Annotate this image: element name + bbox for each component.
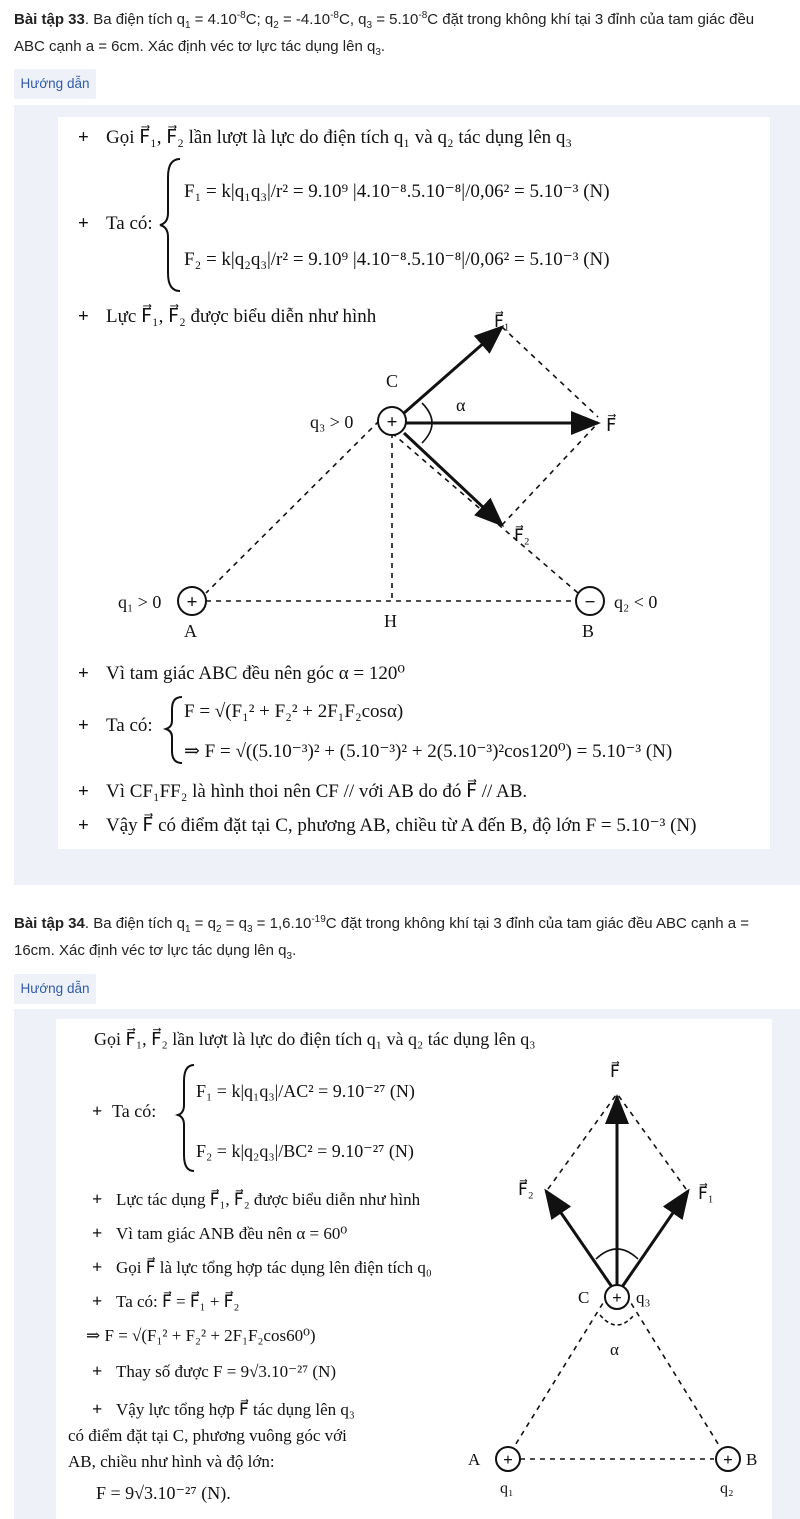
label-q2: q₂ < 0 (614, 592, 658, 612)
solution34-line-3: Lực tác dụng F⃗₁, F⃗₂ được biểu diễn như hình (116, 1190, 421, 1209)
solution34-line-4: Vì tam giác ANB đều nên α = 60⁰ (116, 1224, 348, 1243)
svg-text:+: + (92, 1361, 103, 1381)
label-alpha: α (456, 395, 466, 415)
svg-text:+: + (186, 592, 198, 613)
solution34-line-9a: Vậy lực tổng hợp F⃗ tác dụng lên q₃ (116, 1400, 355, 1419)
equation-f: F = √(F₁² + F₂² + 2F₁F₂cosα) (184, 701, 404, 722)
solution34-line-7: ⇒ F = √(F₁² + F₂² + 2F₁F₂cos60⁰) (86, 1326, 316, 1345)
ta-co-label-34: Ta có: (112, 1101, 157, 1121)
solution-line-6: Vậy F⃗ có điểm đặt tại C, phương AB, chiều từ A đến B, độ lớn F = 5.10⁻³ (N) (106, 815, 697, 836)
label-C: C (386, 371, 399, 391)
ta-co-label: Ta có: (106, 213, 153, 234)
hint-button-34[interactable]: Hướng dẫn (14, 974, 96, 1004)
solution34-line-9c: AB, chiều như hình và độ lớn: (68, 1452, 275, 1471)
solution-panel-33 (14, 105, 800, 885)
svg-text:+: + (78, 781, 89, 802)
solution-line-4: Vì tam giác ABC đều nên góc α = 120⁰ (106, 663, 405, 684)
svg-text:+: + (612, 1288, 622, 1307)
svg-text:+: + (78, 663, 89, 684)
label-F1: F⃗₁ (494, 312, 510, 331)
svg-text:+: + (92, 1257, 103, 1277)
label-C-34: C (578, 1288, 590, 1307)
svg-text:+: + (92, 1101, 103, 1121)
label-B-34: B (746, 1450, 758, 1469)
svg-text:+: + (78, 213, 89, 234)
svg-text:+: + (78, 306, 89, 327)
problem-33-label: Bài tập 33 (14, 11, 85, 28)
solution34-line-5: Gọi F⃗ là lực tổng hợp tác dụng lên điện tích q₀ (116, 1258, 432, 1277)
label-A: A (184, 621, 197, 641)
label-F: F⃗ (606, 415, 617, 435)
f2-equation-34: F₂ = k|q₂q₃|/BC² = 9.10⁻²⁷ (N) (196, 1141, 414, 1161)
label-F-34: F⃗ (610, 1062, 620, 1081)
label-F2: F⃗₂ (514, 526, 530, 545)
solution34-line-10: F = 9√3.10⁻²⁷ (N). (96, 1483, 231, 1503)
solution-line-5: Vì CF₁FF₂ là hình thoi nên CF // với AB do đó F⃗ // AB. (106, 781, 528, 802)
equation-f-num: ⇒ F = √((5.10⁻³)² + (5.10⁻³)² + 2(5.10⁻³)²cos120⁰) = 5.10⁻³ (N) (184, 741, 673, 762)
f1-equation-34: F₁ = k|q₁q₃|/AC² = 9.10⁻²⁷ (N) (196, 1081, 415, 1101)
side-ca (206, 421, 379, 593)
force-diagram-33 (118, 311, 657, 641)
force-diagram-34 (468, 1061, 757, 1497)
hint-button-33[interactable]: Hướng dẫn (14, 69, 96, 99)
problem-33-text: Bài tập 33. Ba điện tích $q_1 = 4.10^{-8}C$; $q_2 = -4.10^{-8}C$, $q_3 = 5.10^{-8}C$ đặt trong không khí tại 3 đỉnh của tam giác đều ABC cạnh a = 6cm. Xác định véc tơ lực tác dụng lên $q_3$. (14, 10, 755, 58)
ta-co-label-2: Ta có: (106, 715, 153, 736)
brace (160, 159, 180, 291)
solution34-line-8: Thay số được F = 9√3.10⁻²⁷ (N) (116, 1362, 337, 1381)
solution-sheet-33 (58, 117, 770, 849)
label-A-34: A (468, 1450, 481, 1469)
svg-text:+: + (92, 1223, 103, 1243)
svg-text:+: + (723, 1450, 733, 1469)
f2-arrow-34 (546, 1191, 612, 1287)
solution34-line-6: Ta có: F⃗ = F⃗₁ + F⃗₂ (116, 1292, 240, 1311)
label-q2-34: q₂ (720, 1480, 734, 1497)
solution-image-33 (58, 117, 770, 849)
label-H: H (384, 611, 397, 631)
label-B: B (582, 621, 595, 641)
svg-text:+: + (78, 815, 89, 836)
label-q1-34: q₁ (500, 1480, 514, 1497)
svg-text:+: + (92, 1399, 103, 1419)
f1-arrow-34 (622, 1191, 688, 1287)
svg-text:+: + (92, 1291, 103, 1311)
svg-text:+: + (386, 412, 398, 433)
bullet: + (78, 127, 89, 148)
side-cb (392, 433, 578, 593)
solution-image-34 (56, 1019, 772, 1519)
solution-sheet-34 (56, 1019, 772, 1519)
label-F1-34: F⃗₁ (698, 1184, 714, 1203)
label-q3-34: q₃ (636, 1288, 651, 1307)
svg-text:+: + (92, 1189, 103, 1209)
label-alpha-34: α (610, 1340, 619, 1359)
f1-arrow (404, 327, 502, 413)
f2-arrow (404, 433, 502, 525)
label-F2-34: F⃗₂ (518, 1180, 534, 1199)
problem-34-label: Bài tập 34 (14, 915, 85, 932)
solution-panel-34 (14, 1009, 800, 1519)
solution-line-3: Lực F⃗₁, F⃗₂ được biểu diễn như hình (106, 306, 377, 327)
svg-text:−: − (584, 592, 596, 613)
label-q3: q₃ > 0 (310, 412, 354, 432)
problem-34-text: Bài tập 34. Ba điện tích $q_1 = q_2 = q_3 = 1,6.10^{-19}C$ đặt trong không khí tại 3 đỉnh của tam giác đều ABC cạnh a = 16cm. Xác định véc tơ lực tác dụng lên $q_3$. (14, 914, 749, 962)
solution34-line-9b: có điểm đặt tại C, phương vuông góc với (68, 1426, 347, 1445)
svg-text:+: + (78, 715, 89, 736)
svg-text:+: + (503, 1450, 513, 1469)
f2-equation: F₂ = k|q₂q₃|/r² = 9.10⁹ |4.10⁻⁸.5.10⁻⁸|/0,06² = 5.10⁻³ (N) (184, 249, 610, 270)
solution34-line-1: Gọi F⃗₁, F⃗₂ lần lượt là lực do điện tích q₁ và q₂ tác dụng lên q₃ (94, 1029, 536, 1049)
label-q1: q₁ > 0 (118, 592, 162, 612)
f1-equation: F₁ = k|q₁q₃|/r² = 9.10⁹ |4.10⁻⁸.5.10⁻⁸|/0,06² = 5.10⁻³ (N) (184, 181, 610, 202)
solution-line-1: Gọi F⃗₁, F⃗₂ lần lượt là lực do điện tích q₁ và q₂ tác dụng lên q₃ (106, 127, 573, 148)
